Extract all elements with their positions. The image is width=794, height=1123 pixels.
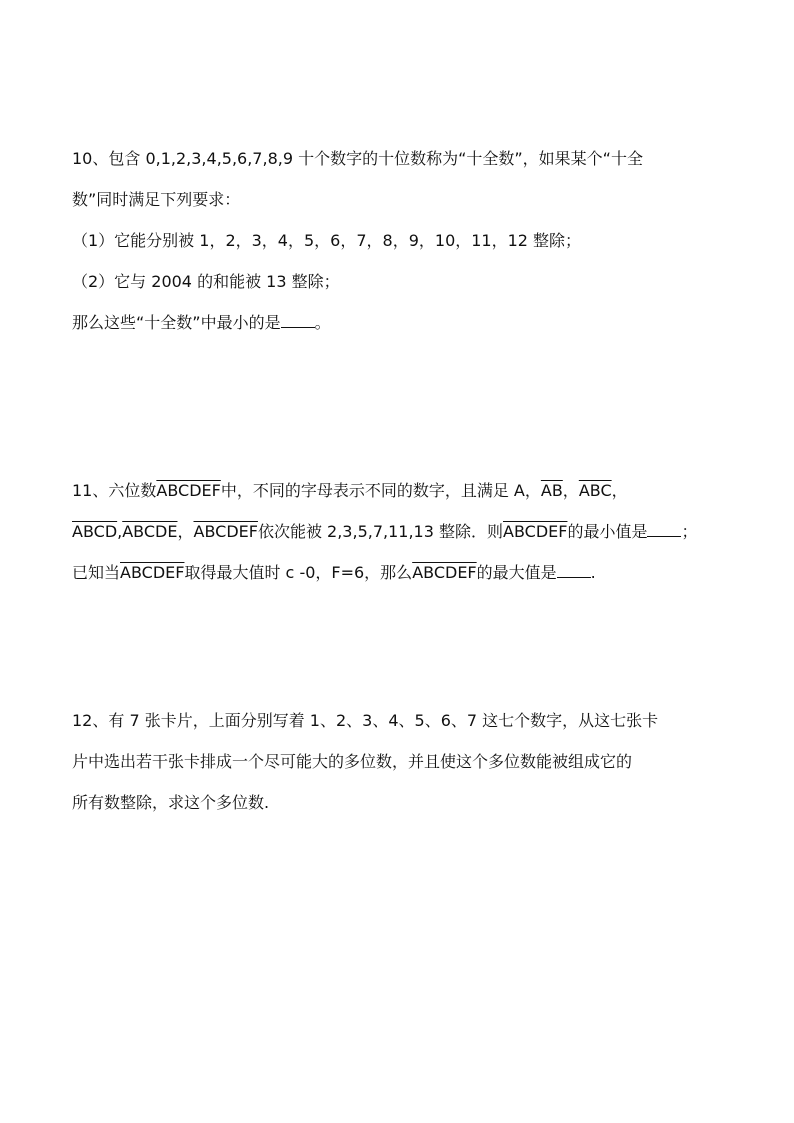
problem-11-text: 中，不同的字母表示不同的数字，且满足 A， <box>220 481 541 500</box>
overlined-number: ABCDEF <box>193 522 258 541</box>
problem-11-line-1 <box>72 470 732 511</box>
problem-10-line-3: （1）它能分别被 1，2，3，4，5，6，7，8，9，10，11，12 整除； <box>72 231 582 250</box>
answer-blank <box>647 522 681 537</box>
problem-11-text: 的最小值是 <box>567 522 648 541</box>
problem-11-text: 取得最大值时 c -0，F=6，那么 <box>184 563 413 582</box>
problem-12-line-1: 12、有 7 张卡片，上面分别写着 1、2、3、4、5、6、7 这七个数字，从这七张卡 <box>72 711 659 730</box>
problem-11-text: 已知当 <box>72 563 121 582</box>
problem-11-text: 依次能被 2,3,5,7,11,13 整除．则 <box>257 522 503 541</box>
problem-10-line-1: 10、包含 0,1,2,3,4,5,6,7,8,9 十个数字的十位数称为“十全数”，如果某个“十全 <box>72 149 643 168</box>
overlined-number: ABCDEF <box>412 563 477 582</box>
problem-10-question-text: 那么这些“十全数”中最小的是 <box>72 313 281 332</box>
overlined-number: ABCDEF <box>120 563 185 582</box>
punctuation: ， <box>177 522 194 541</box>
punctuation: , <box>117 522 123 541</box>
overlined-number: ABCD <box>72 522 118 541</box>
overlined-number: ABCDE <box>122 522 178 541</box>
problem-10-end-punct: 。 <box>314 313 331 332</box>
overlined-number: ABCDEF <box>503 522 568 541</box>
punctuation: ， <box>562 481 579 500</box>
answer-blank <box>281 313 315 328</box>
problem-10 <box>72 138 732 343</box>
answer-blank <box>557 563 591 578</box>
problem-11-line-2 <box>72 511 732 552</box>
overlined-number: $\overline{ABC}$ <box>578 481 612 500</box>
punctuation: . <box>590 563 596 582</box>
punctuation: ， <box>611 481 628 500</box>
problem-11-text: 的最大值是 <box>476 563 557 582</box>
problem-11-line-3 <box>72 552 732 593</box>
overlined-number: ABCDEF <box>156 481 221 500</box>
problem-12-line-2: 片中选出若干张卡排成一个尽可能大的多位数，并且使这个多位数能被组成它的 <box>72 752 633 771</box>
problem-11-text: 11、六位数 <box>72 481 157 500</box>
punctuation: ； <box>681 522 698 541</box>
problem-11 <box>72 470 732 593</box>
problem-12-line-3: 所有数整除，求这个多位数. <box>72 793 270 812</box>
problem-10-line-5 <box>72 302 732 343</box>
overlined-number: $\overline{AB}$ <box>540 481 563 500</box>
problem-10-line-4: （2）它与 2004 的和能被 13 整除； <box>72 272 340 291</box>
problem-12 <box>72 700 732 823</box>
problem-10-line-2: 数”同时满足下列要求： <box>72 190 241 209</box>
